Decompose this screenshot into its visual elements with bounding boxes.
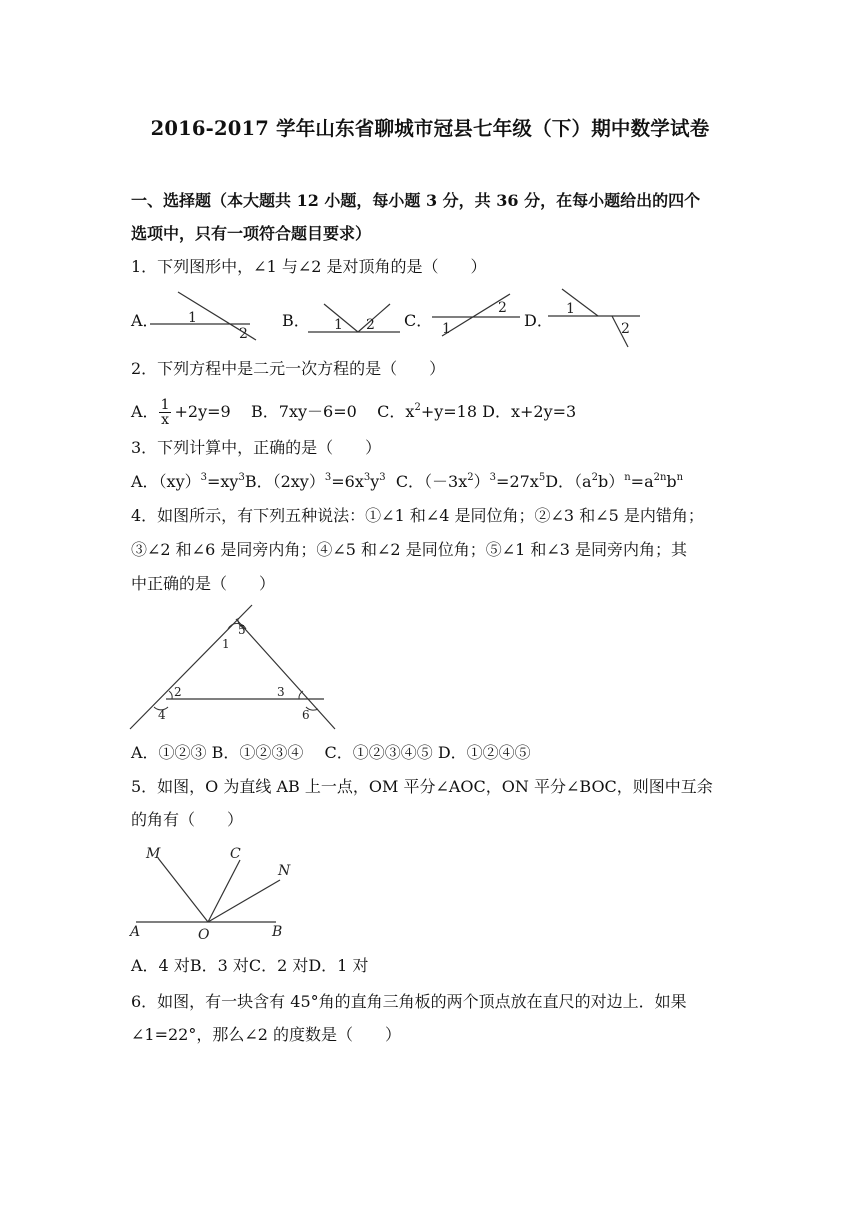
q3-d-part4: b [666,472,677,491]
q3-a-exp2: 3 [238,472,245,483]
q3-c-exp2: 3 [489,472,497,483]
q4-angle-3: 3 [277,685,285,699]
q4-angle-5: 5 [238,623,246,637]
q1-a-angle-2: 2 [239,326,248,342]
q1-figure-d [548,285,648,350]
q3-c-part: C．（－3x [395,472,468,491]
q3-d-part2: b） [597,472,625,491]
q3-d-part: D．（a [545,472,592,491]
q6-line2: ∠1=22°，那么∠2 的度数是（ ） [131,1025,402,1044]
q4-line1: 4．如图所示，有下列五种说法：①∠1 和∠4 是同位角；②∠3 和∠5 是内错角； [131,506,704,525]
q5-angle-figure [128,840,298,942]
q1-option-d-label: D． [524,311,553,330]
q2-fraction-numerator: 1 [160,397,170,413]
q2-fraction [159,398,172,427]
q2-fraction-denominator: x [161,412,169,428]
q4-options: A．①②③ B．①②③④ C．①②③④⑤ D．①②④⑤ [131,743,531,762]
q4-angle-2: 2 [174,685,182,699]
q3-a-part2: =xy [207,472,239,491]
q3-d-exp2: n [624,472,631,483]
q3-d-exp3: 2n [653,472,667,483]
q3-d-part3: =a [630,472,654,491]
q2-option-d: D．x+2y=3 [482,402,577,421]
q5-label-o: O [198,927,210,943]
q3-b-exp3: 3 [379,472,386,483]
q5-label-m: M [146,846,161,862]
q1-c-angle-1: 1 [442,321,451,337]
q1-c-angle-2: 2 [498,300,507,316]
q3-d-exp: 2 [591,472,598,483]
q5-label-c: C [230,846,241,862]
q2-option-a-rest: +2y=9 [174,402,231,421]
q2-option-c-exp: 2 [414,402,421,413]
q5-options: A．4 对B．3 对C．2 对D．1 对 [131,956,369,975]
q2-option-b: B．7xy－6=0 [251,402,357,421]
q3-a-exp: 3 [200,472,207,483]
q3-b-exp2: 3 [363,472,371,483]
q3-b-part: B．（2xy） [244,472,325,491]
q4-angle-4: 4 [158,708,166,722]
q4-line3: 中正确的是（ ） [131,574,276,593]
q1-b-angle-1: 1 [334,317,343,333]
q5-label-b: B [272,924,283,940]
q1-b-angle-2: 2 [366,317,375,333]
q1-figure-c [428,290,528,340]
q2-option-c-post: +y=18 [420,402,478,421]
q4-line2: ③∠2 和∠6 是同旁内角；④∠5 和∠2 是同位角；⑤∠1 和∠3 是同旁内角；其 [131,540,688,559]
q5-line1: 5．如图，O 为直线 AB 上一点，OM 平分∠AOC，ON 平分∠BOC，则图中互余 [131,777,713,796]
q3-c-exp3: 5 [538,472,546,483]
q4-triangle-figure [128,603,343,733]
q3-b-part3: y [370,472,380,491]
q3-b-exp: 3 [324,472,332,483]
q1-d-angle-2: 2 [621,321,630,337]
q3-d-exp4: n [676,472,684,483]
q3-c-part3: =27x [496,472,539,491]
q1-figure-a [150,288,260,343]
page-title: 2016-2017 学年山东省聊城市冠县七年级（下）期中数学试卷 [150,117,710,140]
q5-label-a: A [130,924,141,940]
q2-option-a-label: A． [131,402,159,421]
q3-c-part2: ） [473,472,490,491]
q1-a-angle-1: 1 [188,310,197,326]
q2-option-c-pre: C．x [377,402,415,421]
q5-line2: 的角有（ ） [131,810,244,829]
q1-d-angle-1: 1 [566,301,575,317]
q3-a-part: A．（xy） [131,472,201,491]
q4-angle-6: 6 [302,708,310,722]
q1-figure-b [296,298,406,338]
q1-option-b-label: B． [282,311,310,330]
q5-label-n: N [278,863,291,879]
q1-stem: 1．下列图形中，∠1 与∠2 是对顶角的是（ ） [131,257,487,276]
q2-options [131,398,576,427]
q6-line1: 6．如图，有一块含有 45°角的直角三角板的两个顶点放在直尺的对边上．如果 [131,992,687,1011]
q3-b-part2: =6x [331,472,364,491]
q2-stem: 2．下列方程中是二元一次方程的是（ ） [131,359,446,378]
q1-option-c-label: C． [404,311,433,330]
q1-option-a-label: A． [131,311,159,330]
q4-angle-1: 1 [222,637,230,651]
q3-options [131,471,683,493]
q3-c-exp: 2 [467,472,474,483]
section-heading-line1: 一、选择题（本大题共 12 小题，每小题 3 分，共 36 分，在每小题给出的四个 [131,191,701,210]
section-heading-line2: 选项中，只有一项符合题目要求） [131,224,372,243]
q3-stem: 3．下列计算中，正确的是（ ） [131,438,382,457]
